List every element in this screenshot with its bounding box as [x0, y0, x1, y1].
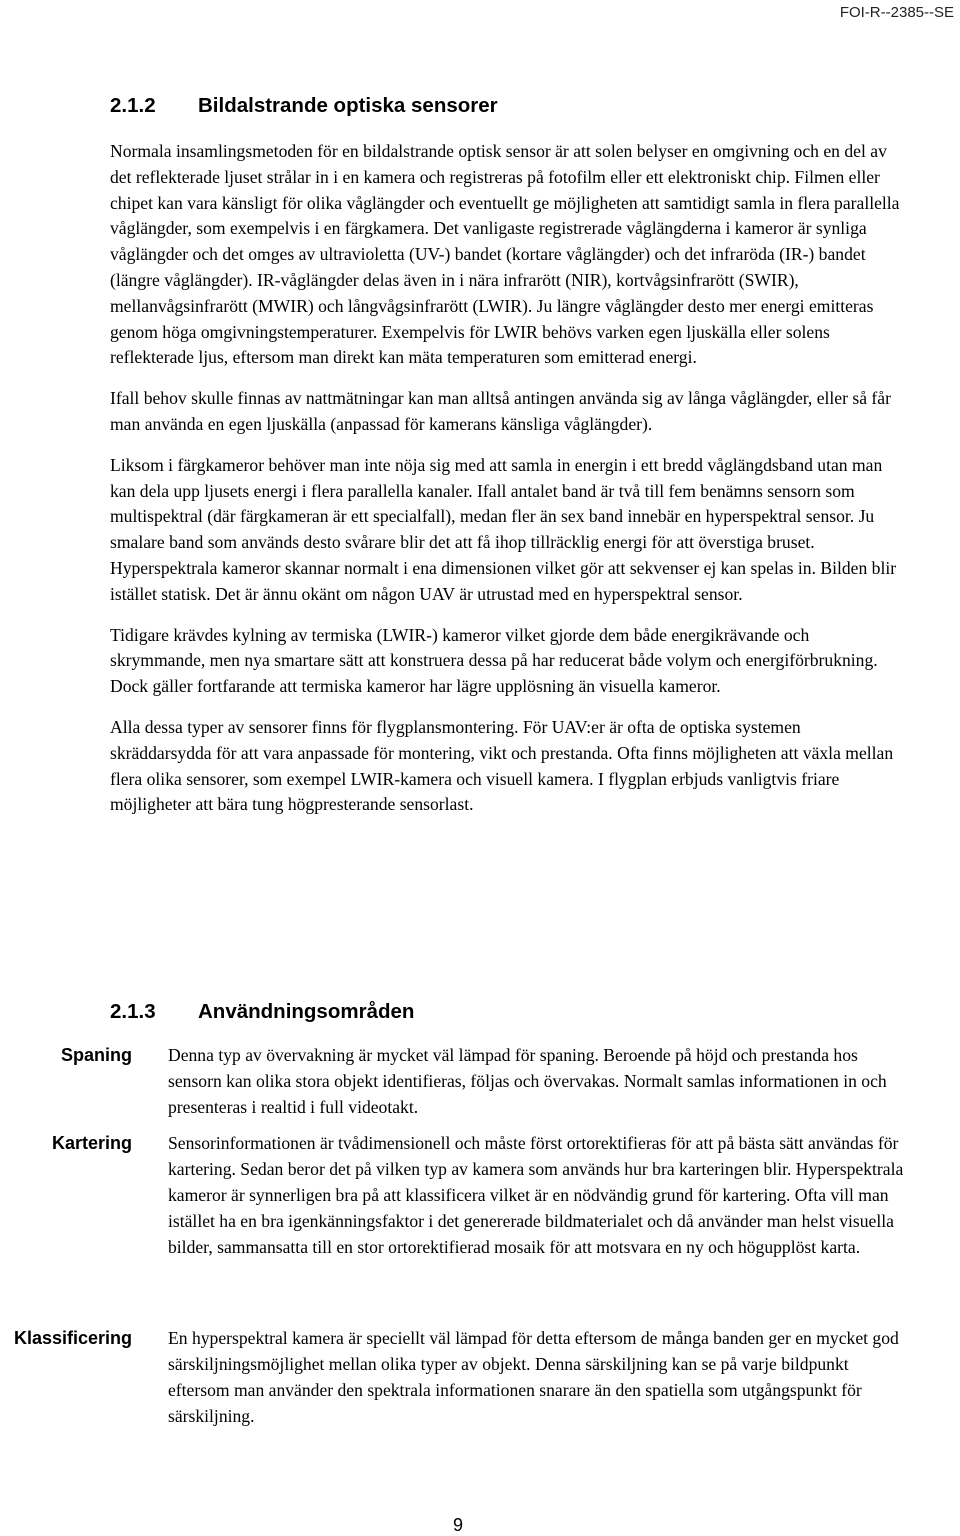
paragraph: Alla dessa typer av sensorer finns för flygplansmontering. För UAV:er är ofta de optiska systemen skräddarsydda för att vara anpassade för montering, vikt och prestanda. Ofta finns möjligheten att växla mellan flera olika sensorer, som exempel LWIR-kamera och visuell kamera. I flygplan erbjuds vanligtvis friare möjligheter att bära tung högpresterande sensorlast.: [110, 716, 894, 815]
use-item-text: En hyperspektral kamera är speciellt väl lämpad för detta eftersom de många banden ger en mycket god särskiljningsmöjlighet mellan olika typer av objekt. Denna särskiljning kan se på varje bildpunkt eftersom man använder den spektrala informationen snarare än den spatiella som utgångspunkt för särskiljning.: [168, 1328, 899, 1426]
paragraph: Normala insamlingsmetoden för en bildalstrande optisk sensor är att solen belyser en omgivning och en del av det reflekterade ljuset strålar in i en kamera och registreras på fotofilm eller ett elektroniskt chip. Filmen eller chipet kan vara känsligt för olika våglängder och eventuellt ge möjligheten att samtidigt samla in flera parallella våglängder, som exempelvis i en färgkamera. Det vanligaste registrerade våglängderna i kameror är synliga våglängder och det omges av ultravioletta (UV-) bandet (kortare våglängder) och det infraröda (IR-) bandet (längre våglängder). IR-våglängder delas även in i nära infrarött (NIR), kortvågsinfrarött (SWIR), mellanvågsinfrarött (MWIR) och långvågsinfrarött (LWIR). Ju längre våglängder desto mer energi emitteras genom höga omgivningstemperaturer. Exempelvis för LWIR behövs varken egen ljuskälla eller solens reflekterade ljus, eftersom man direkt kan mäta temperaturen som emitterad energi.: [110, 141, 900, 368]
paragraph: Liksom i färgkameror behöver man inte nöja sig med att samla in energin i ett bredd våglängdsband utan man kan dela upp ljusets energi i flera parallella kanaler. Ifall antalet band är två till fem benämns sensorn som multispektral (där färgkameran är ett specialfall), medan fler än sex band innebär en hyperspektral sensor. Ju smalare band som används desto svårare blir det att få ihop tillräcklig energi för att överstiga bruset. Hyperspektrala kameror skannar normalt i ena dimensionen vilket gör att sekvenser ej kan spelas in. Bilden blir istället statisk. Det är ännu okänt om någon UAV är utrustad med en hyperspektral sensor.: [110, 454, 897, 604]
page-number: 9: [452, 1515, 463, 1535]
section-title: Bildalstrande optiska sensorer: [198, 94, 498, 117]
use-item-label: Klassificering: [13, 1328, 132, 1348]
section-body-2-1-2: [110, 139, 900, 833]
use-item-text: Denna typ av övervakning är mycket väl lämpad för spaning. Beroende på höjd och prestanda hos sensorn kan olika stora objekt identifieras, följas och övervakas. Normalt samlas informationen in och presenteras i realtid i full videotakt.: [168, 1045, 887, 1117]
section-heading-2-1-3: [110, 1000, 414, 1024]
use-item-label: Kartering: [51, 1133, 132, 1153]
use-item-label: Spaning: [61, 1045, 132, 1065]
paragraph: Tidigare krävdes kylning av termiska (LWIR-) kameror vilket gjorde dem både energikrävande och skrymmande, men nya smartare sätt att konstruera dessa på har reducerat både volym och energiförbrukning. Dock gäller fortfarande att termiska kameror har lägre upplösning än visuella kameror.: [110, 624, 878, 697]
section-heading-2-1-2: [110, 94, 498, 118]
report-id: FOI-R--2385--SE: [839, 4, 954, 21]
section-number: 2.1.2: [110, 94, 156, 117]
section-title: Användningsområden: [198, 1000, 415, 1023]
paragraph: Ifall behov skulle finnas av nattmätningar kan man alltså antingen använda sig av långa våglängder, eller så får man använda en egen ljuskälla (anpassad för kamerans känsliga våglängder).: [110, 388, 891, 434]
section-number: 2.1.3: [110, 1000, 156, 1023]
use-item-text: Sensorinformationen är tvådimensionell och måste först ortorektifieras för att på bästa sätt användas för kartering. Sedan beror det på vilken typ av kamera som används hur bra karteringen blir. Hyperspektrala kameror är synnerligen bra på att klassificera vilket är en nödvändig grund för kartering. Ofta vill man istället ha en bra igenkänningsfaktor i det genererade bildmaterialet och då använder man helst visuella bilder, sammansatta till en stor ortorektifierad mosaik för att motsvara en ny och högupplöst karta.: [168, 1133, 904, 1257]
